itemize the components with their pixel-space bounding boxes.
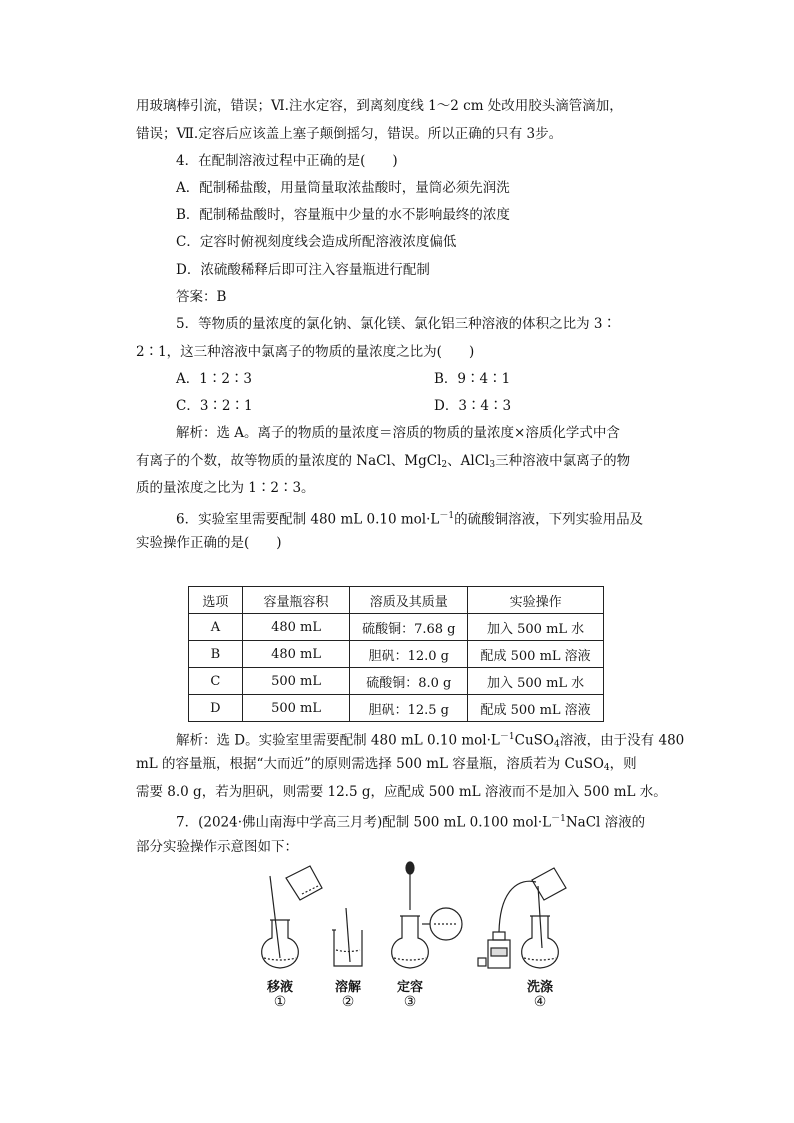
beaker-icon <box>332 930 362 966</box>
figure-label: 溶解 <box>334 980 361 995</box>
table-cell: D <box>189 695 243 722</box>
question-6-analysis-end: 需要 8.0 g，若为胆矾，则需要 12.5 g，应配成 500 mL 溶液而不是加入 500 mL 水。 <box>136 784 667 800</box>
magnifier-icon <box>422 908 462 940</box>
question-6-analysis: 解析：选 D。实验室里需要配制 480 mL 0.10 $mol\cdot L^{-1}CuSO_4$溶液，由于没有 480 <box>176 732 685 750</box>
table-cell: 硫酸铜：7.68 g <box>350 614 468 641</box>
question-4-option-d: D．浓硫酸稀释后即可注入容量瓶进行配制 <box>176 262 430 278</box>
question-5-stem-cont: 2∶1，这三种溶液中氯离子的物质的量浓度之比为( ) <box>136 344 475 360</box>
figure-number: ② <box>341 994 355 1010</box>
table-cell: A <box>189 614 243 641</box>
figure-label: 移液 <box>266 980 293 995</box>
question-4-option-a: A．配制稀盐酸，用量筒量取浓盐酸时，量筒必须先润洗 <box>176 180 510 196</box>
table-cell: 480 mL <box>242 641 350 668</box>
stopper-icon <box>478 958 486 966</box>
figure-number: ③ <box>403 994 417 1010</box>
paragraph-line: 用玻璃棒引流，错误；Ⅵ.注水定容，到离刻度线 1～2 cm 处改用胶头滴管滴加， <box>136 98 623 114</box>
table-cell: 胆矾：12.0 g <box>350 641 468 668</box>
dropper-icon <box>406 862 414 910</box>
paragraph-line: 错误；Ⅶ.定容后应该盖上塞子颠倒摇匀，错误。所以正确的只有 3步。 <box>136 126 563 142</box>
experiment-figure <box>250 858 570 1018</box>
question-7-stem: 7．(2024·佛山南海中学高三月考)配制 500 mL 0.100 $mol\cdot L^{-1}NaCl$ 溶液的 <box>176 814 646 831</box>
table-header-cell: 溶质及其质量 <box>350 587 468 614</box>
table-cell: 加入 500 mL 水 <box>468 668 604 695</box>
table-cell: C <box>189 668 243 695</box>
glass-rod-icon <box>270 876 280 958</box>
table-cell: B <box>189 641 243 668</box>
question-6-stem-cont: 实验操作正确的是( ) <box>136 535 282 551</box>
volumetric-flask-icon <box>262 920 299 968</box>
figure-number: ① <box>273 994 287 1010</box>
table-cell: 加入 500 mL 水 <box>468 614 604 641</box>
table-cell: 500 mL <box>242 668 350 695</box>
question-6-analysis-cont: mL 的容量瓶，根据“大而近”的原则需选择 500 mL 容量瓶，溶质若为 CuSO$_4$，则 <box>136 756 637 773</box>
table-header-cell: 容量瓶容积 <box>242 587 350 614</box>
options-table <box>188 586 604 722</box>
table-row <box>189 668 604 695</box>
question-5-option-b: B．9∶4∶1 <box>434 371 511 387</box>
question-5-analysis-end: 质的量浓度之比为 1∶2∶3。 <box>136 480 315 496</box>
question-4-option-b: B．配制稀盐酸时，容量瓶中少量的水不影响最终的浓度 <box>176 207 510 223</box>
question-5-stem: 5．等物质的量浓度的氯化钠、氯化镁、氯化铝三种溶液的体积之比为 3∶ <box>176 316 616 332</box>
table-cell: 胆矾：12.5 g <box>350 695 468 722</box>
table-cell: 硫酸铜：8.0 g <box>350 668 468 695</box>
lab-apparatus-illustration <box>250 858 570 973</box>
question-6-stem: 6．实验室里需要配制 480 mL 0.10 $mol\cdot L^{-1}$的硫酸铜溶液，下列实验用品及 <box>176 511 644 528</box>
glass-rod-icon <box>346 908 350 962</box>
table-cell: 配成 500 mL 溶液 <box>468 695 604 722</box>
question-4-option-c: C．定容时俯视刻度线会造成所配溶液浓度偏低 <box>176 234 457 250</box>
wash-bottle-icon <box>488 881 536 968</box>
question-4-stem: 4．在配制溶液过程中正确的是( ) <box>176 153 398 169</box>
table-cell: 500 mL <box>242 695 350 722</box>
table-row <box>189 695 604 722</box>
table-row <box>189 641 604 668</box>
question-7-stem-cont: 部分实验操作示意图如下： <box>136 839 298 855</box>
question-5-option-a: A．1∶2∶3 <box>176 371 253 387</box>
table-cell: 480 mL <box>242 614 350 641</box>
question-4-answer: 答案：B <box>176 289 227 305</box>
table-header-cell: 选项 <box>189 587 243 614</box>
question-5-option-d: D．3∶4∶3 <box>434 398 512 414</box>
table-cell: 配成 500 mL 溶液 <box>468 641 604 668</box>
question-5-analysis-cont: 有离子的个数，故等物质的量浓度的 NaCl、MgCl$_2$、AlCl$_3$三种溶液中氯离子的物 <box>136 453 631 470</box>
table-header-row <box>189 587 604 614</box>
beaker-icon <box>532 868 566 900</box>
figure-label: 洗涤 <box>526 980 553 995</box>
figure-number: ④ <box>533 994 547 1010</box>
beaker-icon <box>286 866 322 900</box>
figure-label: 定容 <box>396 980 423 995</box>
question-5-analysis: 解析：选 A。离子的物质的量浓度＝溶质的物质的量浓度×溶质化学式中含 <box>176 425 620 441</box>
question-5-option-c: C．3∶2∶1 <box>176 398 253 414</box>
table-row <box>189 614 604 641</box>
table-header-cell: 实验操作 <box>468 587 604 614</box>
